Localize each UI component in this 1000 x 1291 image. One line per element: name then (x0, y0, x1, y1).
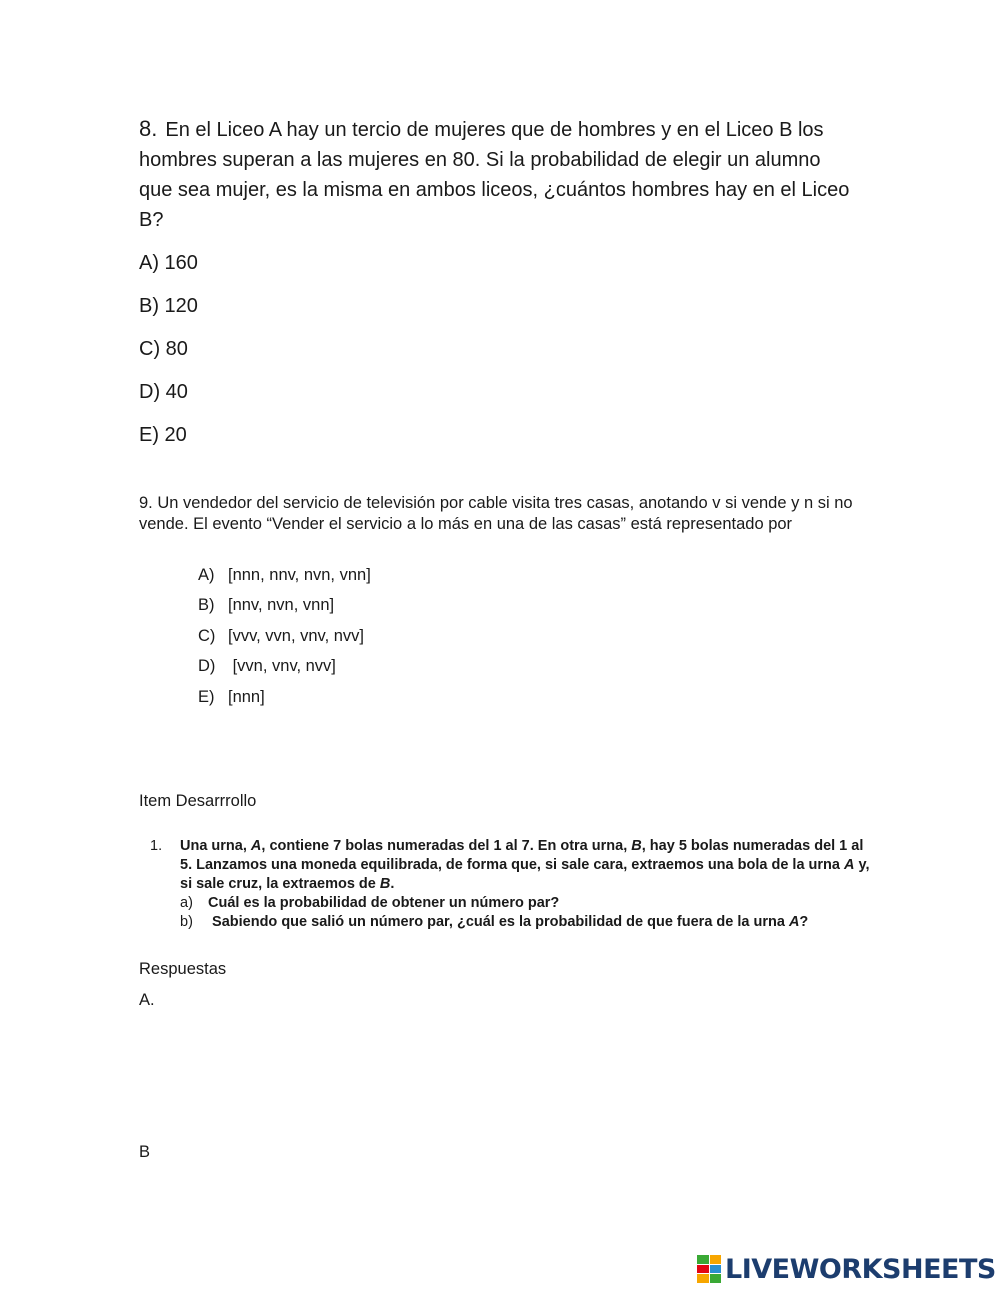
q9-option-b-text: [nnv, nvn, vnn] (228, 596, 335, 614)
question-8-text (139, 114, 859, 235)
liveworksheets-logo (697, 1252, 996, 1286)
development-item-number: 1. (150, 838, 163, 854)
item-text-part: y, si sale cruz, la extraemos de (180, 857, 870, 892)
q9-option-c[interactable] (198, 627, 364, 646)
answers-title: Respuestas (139, 960, 227, 978)
q9-option-b-letter: B) (198, 596, 215, 614)
q9-option-e-letter: E) (198, 688, 215, 706)
development-item-text (180, 837, 870, 894)
answer-b-label[interactable]: B (139, 1143, 151, 1161)
answer-a-label[interactable]: A. (139, 991, 155, 1009)
item-text-part: . (390, 876, 395, 892)
urn-b-label: B (631, 838, 642, 854)
development-title: Item Desarrrollo (139, 792, 257, 810)
sub-question-b-body: Sabiendo que salió un número par, ¿cuál es la probabilidad de que fuera de la urna (208, 914, 789, 930)
urn-b-label: B (379, 876, 391, 892)
urn-a-label: A (250, 838, 262, 854)
q8-option-b[interactable]: B) 120 (139, 295, 198, 317)
development-item-1 (150, 837, 870, 932)
q9-option-d-text: [vvn, vnv, nvv] (228, 657, 336, 675)
urn-a-label: A (844, 857, 855, 873)
sub-question-b-letter: b) (180, 914, 193, 930)
sub-question-a-letter: a) (180, 895, 193, 911)
q8-option-a[interactable]: A) 160 (139, 252, 198, 274)
q9-option-a[interactable] (198, 566, 371, 585)
q8-option-d[interactable]: D) 40 (139, 381, 188, 403)
sub-question-b-text (208, 913, 870, 932)
logo-blocks-icon (697, 1255, 721, 1283)
question-9-text: 9. Un vendedor del servicio de televisión por cable visita tres casas, anotando v si vende y n si no vende. El evento “Vender el servicio a lo más en una de las casas” está representado por (139, 494, 853, 533)
question-8-body: En el Liceo A hay un tercio de mujeres que de hombres y en el Liceo B los hombres superan a las mujeres en 80. Si la probabilidad de elegir un alumno que sea mujer, es la misma en ambos liceos, ¿cuántos hombres hay en el Liceo B? (139, 119, 850, 231)
q9-option-e-text: [nnn] (228, 688, 265, 706)
item-text-part: , contiene 7 bolas numeradas del 1 al 7. En otra urna, (261, 838, 632, 854)
q9-option-d-letter: D) (198, 657, 216, 675)
q9-option-c-text: [vvv, vvn, vnv, nvv] (228, 627, 365, 645)
q9-option-e[interactable] (198, 688, 265, 707)
q9-option-c-letter: C) (198, 627, 216, 645)
item-text-part: Una urna, (180, 838, 251, 854)
urn-a-label: A (788, 914, 800, 930)
item-text-part: , hay 5 bolas numeradas del 1 al 5. Lanzamos una moneda equilibrada, de forma que, si sale cara, extraemos una bola de la urna (180, 838, 864, 873)
sub-question-a (180, 894, 870, 913)
q9-option-d[interactable] (198, 657, 336, 676)
sub-question-b-end: ? (799, 914, 809, 930)
q8-option-c[interactable]: C) 80 (139, 338, 188, 360)
q9-option-a-letter: A) (198, 566, 215, 584)
q9-option-a-text: [nnn, nnv, nvn, vnn] (228, 566, 371, 584)
q8-option-e[interactable]: E) 20 (139, 424, 187, 446)
q9-option-b[interactable] (198, 596, 334, 615)
sub-question-a-text: Cuál es la probabilidad de obtener un número par? (208, 895, 560, 911)
logo-text: LIVEWORKSHEETS (725, 1253, 996, 1285)
question-8-number: 8. (139, 116, 158, 141)
sub-question-b (180, 913, 870, 932)
